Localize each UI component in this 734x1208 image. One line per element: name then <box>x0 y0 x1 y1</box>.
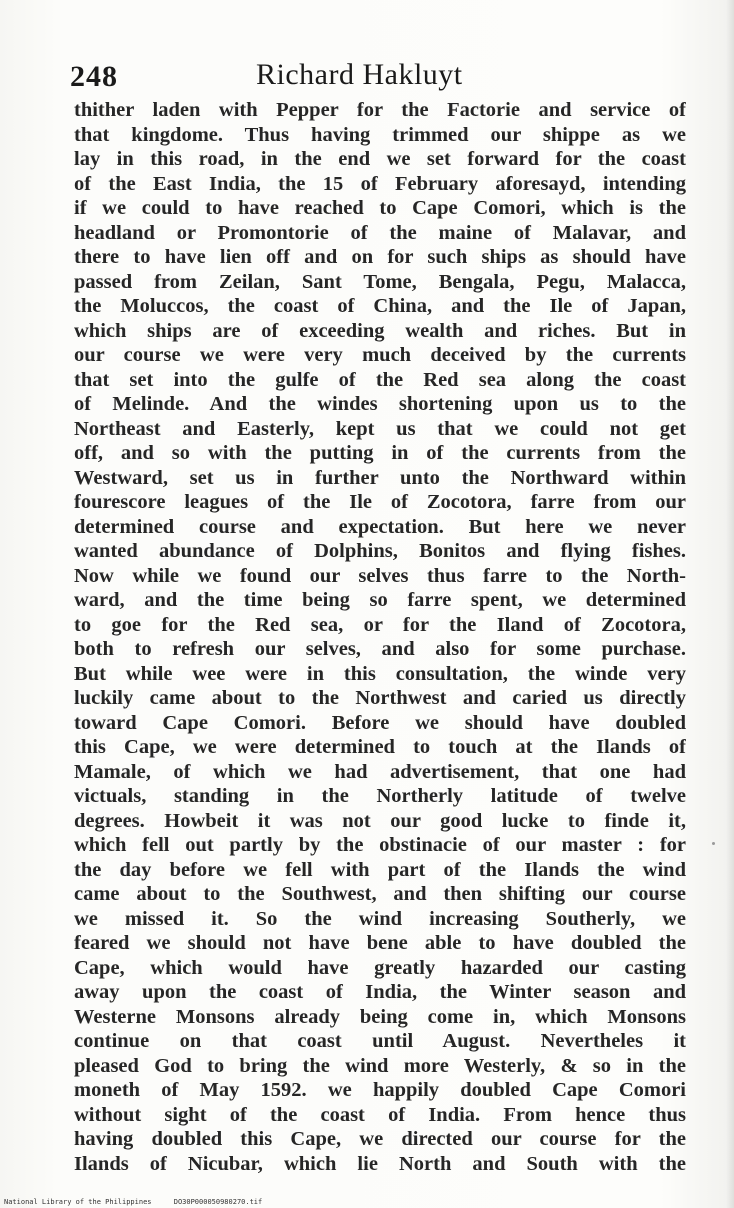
page-number: 248 <box>70 60 118 93</box>
text-line: which ships are of exceeding wealth and riches. But in <box>74 319 686 342</box>
text-line: we missed it. So the wind increasing Southerly, we <box>74 907 686 930</box>
text-line: which fell out partly by the obstinacie of our master : for <box>74 834 686 856</box>
text-line: the day before we fell with part of the Ilands the wind <box>74 858 686 881</box>
text-line: Westerne Monsons already being come in, which Monsons <box>74 1005 686 1028</box>
text-line: Mamale, of which we had advertisement, that one had <box>74 760 686 783</box>
text-line: Ilands of Nicubar, which lie North and South with the <box>74 1152 686 1175</box>
text-line: our course we were very much deceived by the currents <box>74 344 686 366</box>
text-line: victuals, standing in the Northerly latitude of twelve <box>74 785 686 807</box>
text-line: moneth of May 1592. we happily doubled Cape Comori <box>74 1079 686 1101</box>
text-line: away upon the coast of India, the Winter season and <box>74 981 686 1003</box>
page-edge-shadow <box>726 0 734 1208</box>
text-line: of Melinde. And the windes shortening upon us to the <box>74 393 686 415</box>
text-line: passed from Zeilan, Sant Tome, Bengala, Pegu, Malacca, <box>74 270 686 293</box>
text-line: to goe for the Red sea, or for the Iland of Zocotora, <box>74 613 686 636</box>
page-header <box>70 58 690 98</box>
text-line: But while wee were in this consultation, the winde very <box>74 662 686 685</box>
text-line: without sight of the coast of India. From hence thus <box>74 1103 686 1126</box>
text-line: feared we should not have bene able to have doubled the <box>74 932 686 954</box>
text-line: wanted abundance of Dolphins, Bonitos and flying fishes. <box>74 540 686 562</box>
text-line: Northeast and Easterly, kept us that we could not get <box>74 417 686 440</box>
text-line: off, and so with the putting in of the currents from the <box>74 442 686 464</box>
text-line: thither laden with Pepper for the Factorie and service of <box>74 99 686 121</box>
text-line: having doubled this Cape, we directed our course for the <box>74 1128 686 1150</box>
text-line: if we could to have reached to Cape Comori, which is the <box>74 197 686 219</box>
text-line: pleased God to bring the wind more Westerly, & so in the <box>74 1054 686 1077</box>
text-line: toward Cape Comori. Before we should have doubled <box>74 711 686 734</box>
text-line: both to refresh our selves, and also for some purchase. <box>74 638 686 660</box>
text-line: there to have lien off and on for such ships as should have <box>74 246 686 268</box>
library-credit: National Library of the Philippines <box>4 1198 152 1206</box>
text-line: fourescore leagues of the Ile of Zocotora, farre from our <box>74 491 686 513</box>
text-line: of the East India, the 15 of February aforesayd, intending <box>74 172 686 195</box>
text-line: that set into the gulfe of the Red sea along the coast <box>74 368 686 391</box>
file-identifier: DO30P000050980270.tif <box>173 1198 263 1206</box>
scan-footer <box>4 1198 280 1206</box>
text-line: lay in this road, in the end we set forward for the coast <box>74 148 686 170</box>
text-line: Now while we found our selves thus farre to the North- <box>74 564 686 587</box>
text-line: determined course and expectation. But here we never <box>74 515 686 538</box>
text-line: luckily came about to the Northwest and caried us directly <box>74 687 686 709</box>
text-line: ward, and the time being so farre spent, we determined <box>74 589 686 611</box>
running-head-title: Richard Hakluyt <box>256 58 463 91</box>
text-line: continue on that coast until August. Nevertheles it <box>74 1030 686 1052</box>
text-line: Cape, which would have greatly hazarded our casting <box>74 956 686 979</box>
text-line: Westward, set us in further unto the Northward within <box>74 466 686 489</box>
text-line: degrees. Howbeit it was not our good lucke to finde it, <box>74 809 686 832</box>
text-line: that kingdome. Thus having trimmed our shippe as we <box>74 123 686 146</box>
scan-speck <box>712 842 715 845</box>
text-line: came about to the Southwest, and then shifting our course <box>74 883 686 905</box>
body-text <box>74 98 686 1176</box>
text-line: this Cape, we were determined to touch at the Ilands of <box>74 736 686 758</box>
text-line: headland or Promontorie of the maine of Malavar, and <box>74 221 686 244</box>
text-line: the Moluccos, the coast of China, and the Ile of Japan, <box>74 295 686 317</box>
